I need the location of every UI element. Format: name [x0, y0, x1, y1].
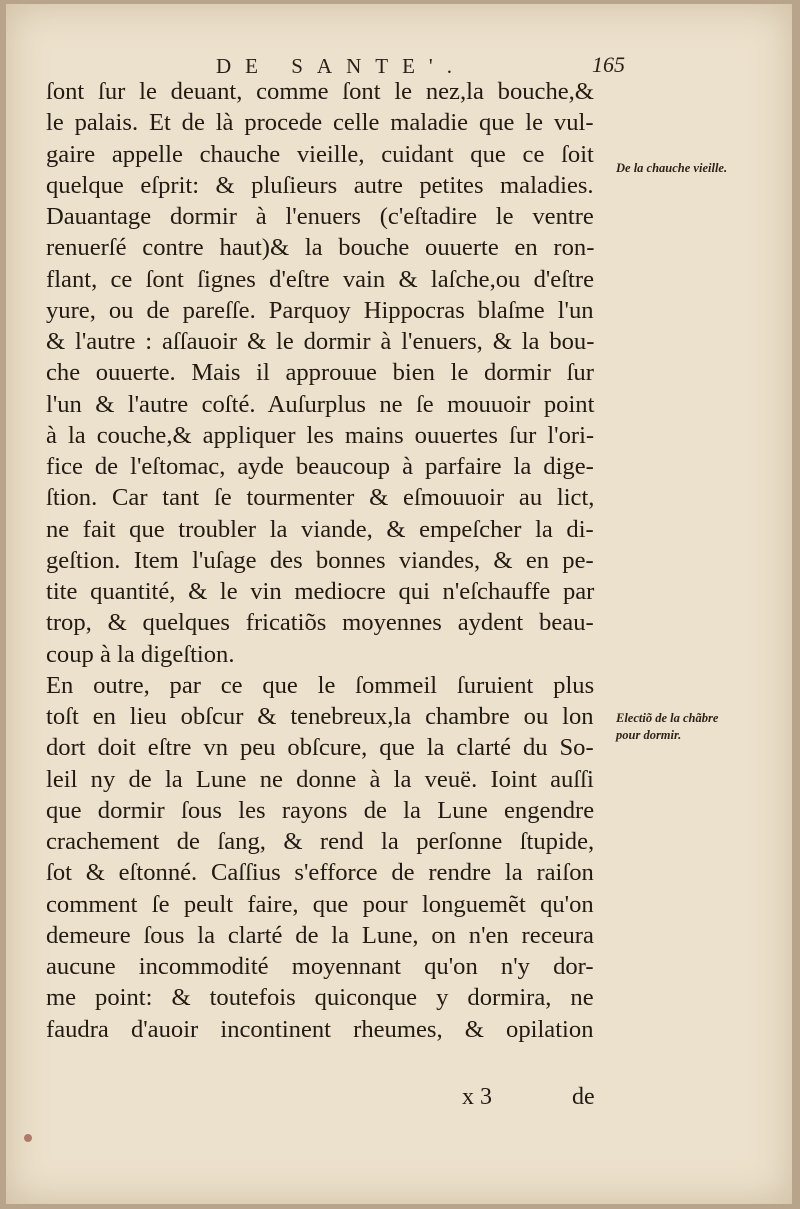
ink-stain: [24, 1134, 32, 1142]
text-line: à la couche,& appliquer les mains ouuertes ſur l'ori-: [46, 421, 595, 449]
text-line: demeure ſous la clarté de la Lune, on n'en receura: [46, 921, 594, 949]
text-line: faudra d'auoir incontinent rheumes, & opilation: [46, 1015, 594, 1043]
text-line: fice de l'eſtomac, ayde beaucoup à parfaire la dige-: [46, 453, 594, 480]
catchword: de: [572, 1084, 595, 1110]
text-line: ſtion. Car tant ſe tourmenter & eſmouuoir au lict,: [46, 484, 595, 512]
text-line: flant, ce ſont ſignes d'eſtre vain & laſche,ou d'eſtre: [46, 265, 594, 293]
text-line: tite quantité, & le vin mediocre qui n'eſchauffe par: [46, 578, 595, 605]
text-line: dort doit eſtre vn peu obſcure, que la clarté du So-: [46, 734, 594, 762]
body-text: [46, 76, 606, 1045]
text-line: le palais. Et de là procede celle maladie que le vul-: [46, 109, 594, 137]
text-line: aucune incommodité moyennant qu'on n'y dor-: [46, 953, 594, 980]
text-line: En outre, par ce que le ſommeil ſuruient plus: [46, 671, 595, 699]
text-line: que dormir ſous les rayons de la Lune engendre: [46, 796, 595, 824]
running-title: DE SANTE'.: [216, 54, 466, 78]
signature-mark: x 3: [462, 1084, 492, 1110]
text-line: crachement de ſang, & rend la perſonne ſtupide,: [46, 828, 595, 855]
page-footer: [6, 1084, 792, 1120]
book-page: [6, 4, 792, 1204]
text-line: me point: & toutefois quiconque y dormira, ne: [46, 984, 594, 1012]
text-line: coup à la digeſtion.: [46, 640, 235, 668]
text-line: ſot & eſtonné. Caſſius s'efforce de rendre la raiſon: [46, 859, 594, 887]
margin-note-chauche-vieille: De la chauche vieille.: [616, 161, 728, 175]
text-line: comment ſe peult faire, que pour longuemẽt qu'on: [46, 890, 594, 918]
text-line: ſont ſur le deuant, comme ſont le nez,la bouche,&: [46, 78, 594, 105]
text-line: Dauantage dormir à l'enuers (c'eſtadire le ventre: [46, 203, 594, 230]
text-line: che ouuerte. Mais il approuue bien le dormir ſur: [46, 359, 594, 387]
text-line: geſtion. Item l'uſage des bonnes viandes, & en pe-: [46, 546, 594, 574]
margin-note-election-chambre: Electiõ de la chãbre pour dormir.: [616, 711, 719, 742]
text-line: & l'autre : aſſauoir & le dormir à l'enuers, & la bou-: [46, 328, 595, 355]
text-line: gaire appelle chauche vieille, cuidant que ce ſoit: [46, 140, 594, 168]
text-line: leil ny de la Lune ne donne à la veuë. Ioint auſſi: [46, 765, 594, 793]
text-line: l'un & l'autre coſté. Auſurplus ne ſe mouuoir point: [46, 390, 595, 418]
text-line: yure, ou de pareſſe. Parquoy Hippocras blaſme l'un: [46, 296, 594, 324]
text-line: ne fait que troubler la viande, & empeſcher la di-: [46, 515, 594, 543]
text-line: trop, & quelques fricatiõs moyennes aydent beau-: [46, 609, 594, 637]
page-number: 165: [592, 52, 625, 77]
text-line: renuerſé contre haut)& la bouche ouuerte en ron-: [46, 234, 595, 262]
text-line: toſt en lieu obſcur & tenebreux,la chambre ou lon: [46, 703, 594, 730]
text-line: quelque eſprit: & pluſieurs autre petites maladies.: [46, 171, 594, 199]
